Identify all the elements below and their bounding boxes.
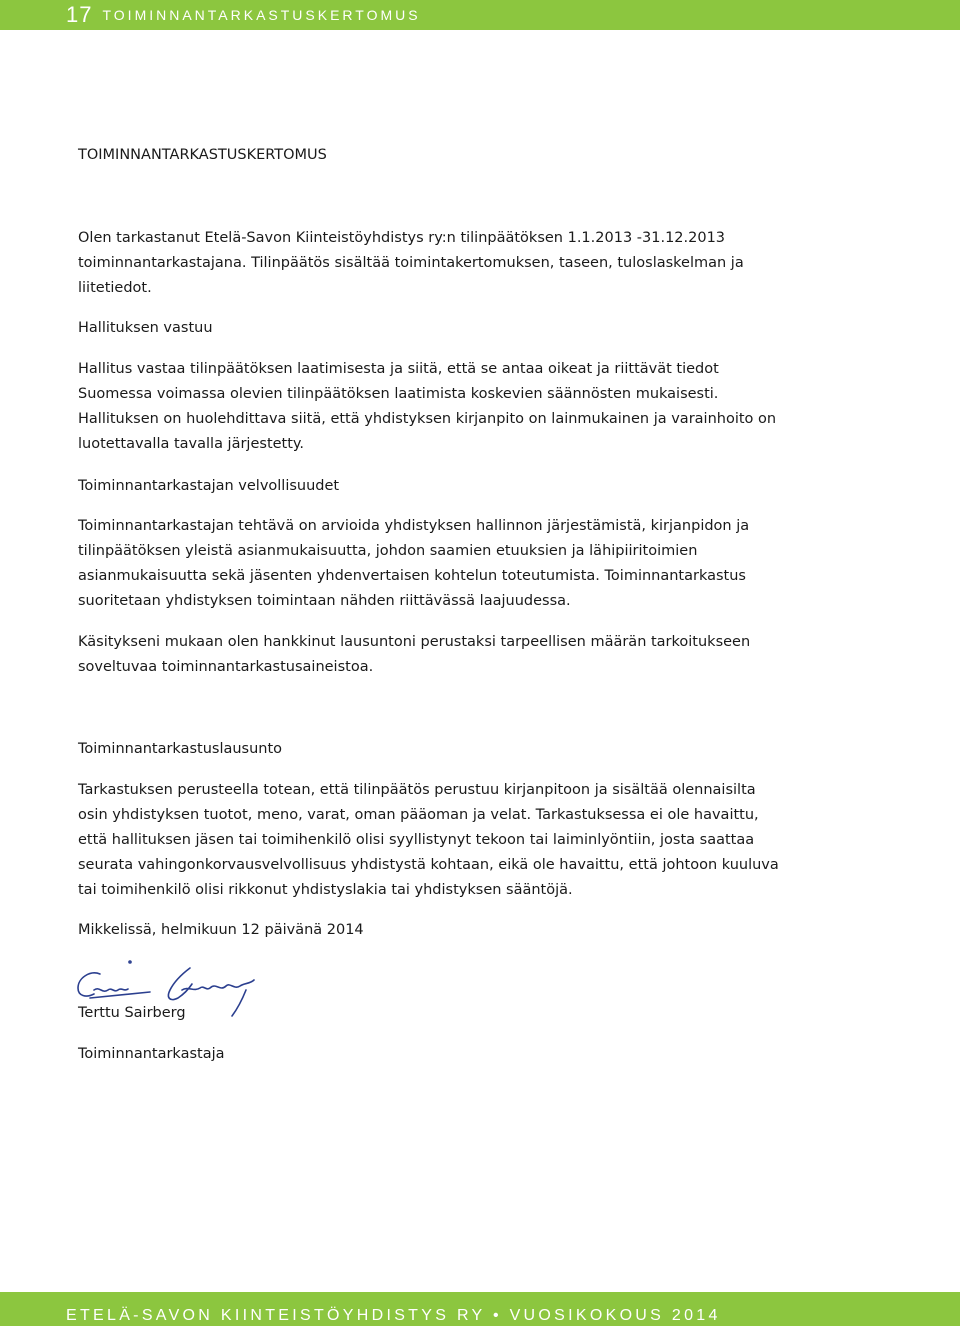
- signer-title: Toiminnantarkastaja: [78, 1046, 225, 1062]
- signer-name: Terttu Sairberg: [78, 1005, 186, 1021]
- header-band: [0, 0, 960, 30]
- footer-text: ETELÄ-SAVON KIINTEISTÖYHDISTYS RY • VUOSIKOKOUS 2014: [66, 1307, 721, 1324]
- paragraph-line: luotettavalla tavalla järjestetty.: [78, 436, 305, 452]
- document-heading: TOIMINNANTARKASTUSKERTOMUS: [78, 147, 327, 163]
- paragraph-line: Käsitykseni mukaan olen hankkinut lausuntoni perustaksi tarpeellisen määrän tarkoitukseen: [78, 634, 751, 650]
- paragraph-line: että hallituksen jäsen tai toimihenkilö olisi syyllistynyt tekoon tai laiminlyöntiin, josta saattaa: [78, 832, 755, 848]
- paragraph-line: tai toimihenkilö olisi rikkonut yhdistyslakia tai yhdistyksen sääntöjä.: [78, 882, 573, 898]
- section-heading-duties: Toiminnantarkastajan velvollisuudet: [78, 478, 340, 494]
- signature-stroke: [94, 989, 128, 991]
- intro-line: toiminnantarkastajana. Tilinpäätös sisältää toimintakertomuksen, taseen, tuloslaskelman ja: [78, 255, 744, 271]
- section-heading-statement: Toiminnantarkastuslausunto: [78, 741, 283, 757]
- place-and-date: Mikkelissä, helmikuun 12 päivänä 2014: [78, 922, 364, 938]
- paragraph-line: Hallituksen on huolehdittava siitä, että yhdistyksen kirjanpito on lainmukainen ja varainhoito on: [78, 411, 777, 427]
- paragraph-line: soveltuvaa toiminnantarkastusaineistoa.: [78, 659, 374, 675]
- paragraph-line: Suomessa voimassa olevien tilinpäätöksen laatimista koskevien säännösten mukaisesti.: [78, 386, 719, 402]
- footer-band: [0, 1292, 960, 1326]
- paragraph-line: Tarkastuksen perusteella totean, että tilinpäätös perustuu kirjanpitoon ja sisältää olennaisilta: [78, 782, 756, 798]
- paragraph-line: tilinpäätöksen yleistä asianmukaisuutta, johdon saamien etuuksien ja lähipiiritoimien: [78, 543, 698, 559]
- section-heading-responsibility: Hallituksen vastuu: [78, 320, 213, 336]
- signature-stroke: [168, 968, 192, 1000]
- handwritten-signature: [70, 960, 270, 1020]
- intro-line: Olen tarkastanut Etelä-Savon Kiinteistöyhdistys ry:n tilinpäätöksen 1.1.2013 -31.12.2013: [78, 230, 726, 246]
- paragraph-line: Toiminnantarkastajan tehtävä on arvioida yhdistyksen hallinnon järjestämistä, kirjanpidon ja: [78, 518, 750, 534]
- signature-stroke: [90, 992, 150, 998]
- paragraph-line: Hallitus vastaa tilinpäätöksen laatimisesta ja siitä, että se antaa oikeat ja riittävät tiedot: [78, 361, 719, 377]
- signature-stroke: [182, 980, 254, 990]
- paragraph-line: asianmukaisuutta sekä jäsenten yhdenvertaisen kohtelun toteutumista. Toiminnantarkastus: [78, 568, 746, 584]
- page-number: 17: [66, 2, 93, 27]
- paragraph-line: seurata vahingonkorvausvelvollisuus yhdistystä kohtaan, eikä ole havaittu, että johtoon kuuluva: [78, 857, 779, 873]
- signature-stroke: [232, 990, 246, 1016]
- signature-stroke: [78, 973, 100, 996]
- page-section-title: TOIMINNANTARKASTUSKERTOMUS: [102, 7, 421, 23]
- signature-dot: [129, 961, 131, 963]
- paragraph-line: osin yhdistyksen tuotot, meno, varat, oman pääoman ja velat. Tarkastuksessa ei ole havaittu,: [78, 807, 759, 823]
- paragraph-line: suoritetaan yhdistyksen toimintaan nähden riittävässä laajuudessa.: [78, 593, 571, 609]
- intro-line: liitetiedot.: [78, 280, 152, 296]
